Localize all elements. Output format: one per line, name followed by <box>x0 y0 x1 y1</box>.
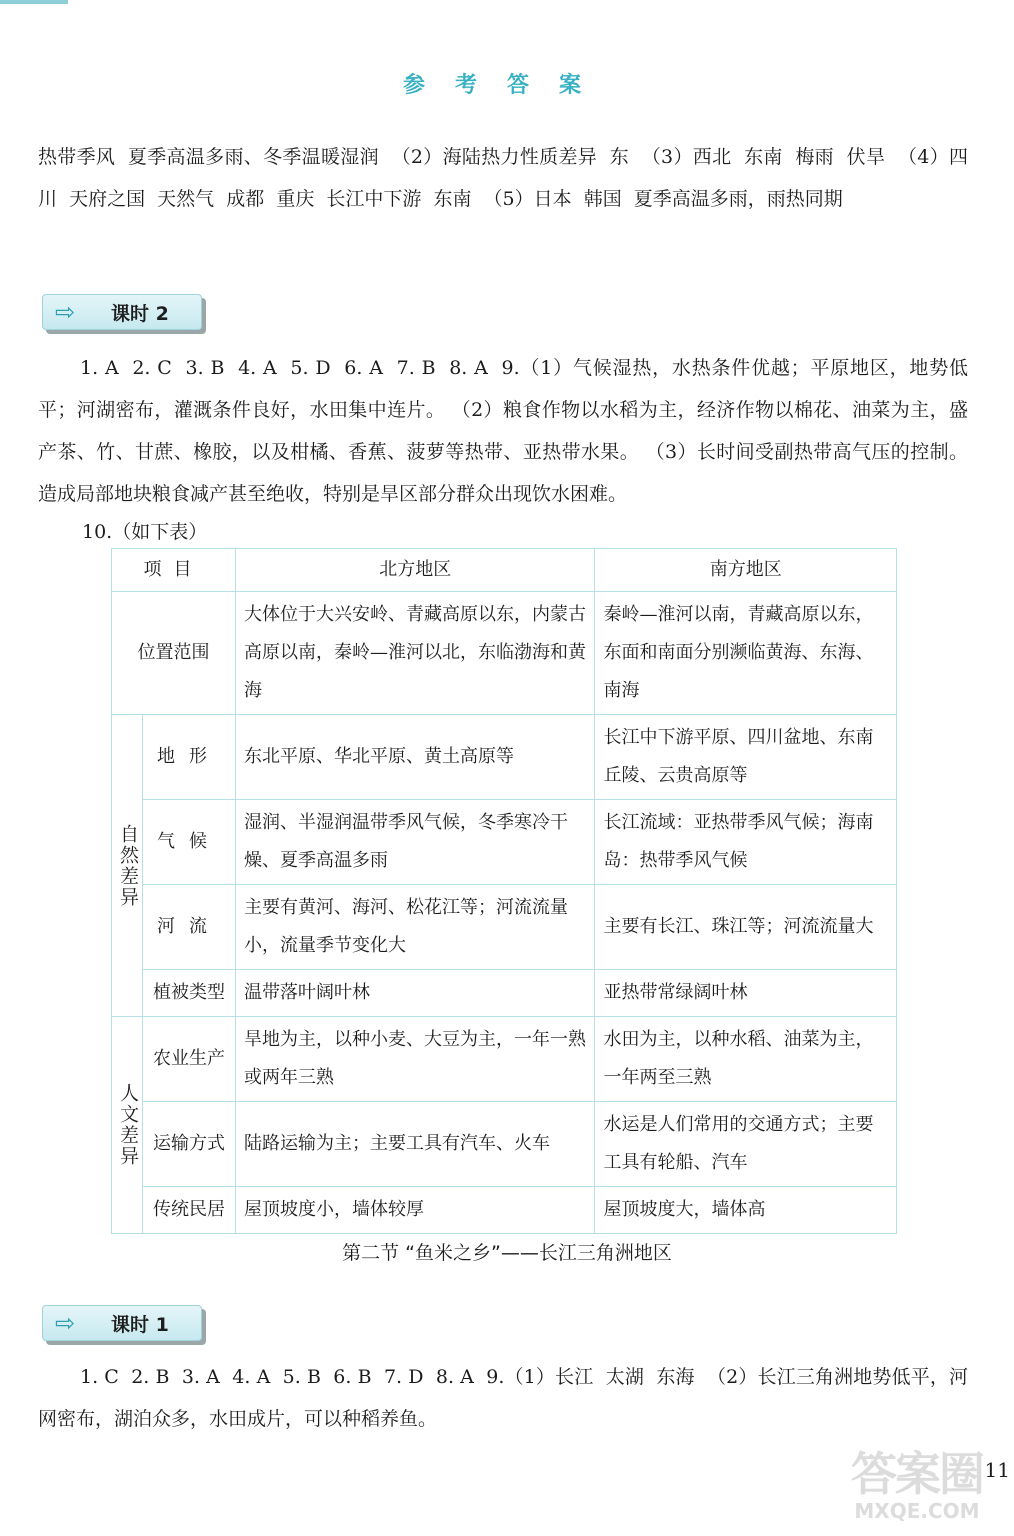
cell-south-climate: 长江流域：亚热带季风气候；海南岛：热带季风气候 <box>595 800 897 885</box>
cell-south-vegetation: 亚热带常绿阔叶林 <box>595 970 897 1017</box>
header-south: 南方地区 <box>595 549 897 592</box>
row-label-climate: 气候 <box>143 800 236 885</box>
table-row <box>112 800 897 885</box>
row-label-rivers: 河流 <box>143 885 236 970</box>
cell-north-terrain: 东北平原、华北平原、黄土高原等 <box>236 715 595 800</box>
lesson-1-answers: 1. C 2. B 3. A 4. A 5. B 6. B 7. D 8. A 9.（1）长江 太湖 东海 （2）长江三角洲地势低平，河网密布，湖泊众多，水田成片，可以种稻养鱼。 <box>38 1366 968 1430</box>
top-decor-strip <box>0 0 68 4</box>
cell-north-rivers: 主要有黄河、海河、松花江等；河流流量小，流量季节变化大 <box>236 885 595 970</box>
arrow-right-icon: ⇨ <box>55 298 76 326</box>
intro-answers: 热带季风 夏季高温多雨、冬季温暖湿润 （2）海陆热力性质差异 东 （3）西北 东南 梅雨 伏旱 （4）四川 天府之国 天然气 成都 重庆 长江中下游 东南 （5）日本 韩国 夏季高温多雨，雨热同期 <box>38 146 968 210</box>
group-natural <box>112 715 143 1017</box>
north-south-comparison-table <box>111 548 897 1234</box>
row-label-vegetation: 植被类型 <box>143 970 236 1017</box>
lesson-1-tab <box>42 1305 202 1341</box>
watermark-logo <box>832 1448 1002 1528</box>
cell-south-transport: 水运是人们常用的交通方式；主要工具有轮船、汽车 <box>595 1102 897 1187</box>
watermark-cn: 答案圈 <box>851 1447 983 1501</box>
lesson-2-label: 课时 2 <box>111 302 169 325</box>
cell-north-agriculture: 旱地为主，以种小麦、大豆为主，一年一熟或两年三熟 <box>236 1017 595 1102</box>
table-row <box>112 970 897 1017</box>
lesson-1-label: 课时 1 <box>111 1313 169 1336</box>
table-row <box>112 715 897 800</box>
group-human-label: 人文差异 <box>116 1083 139 1167</box>
header-item: 项目 <box>112 549 236 592</box>
row-label-terrain: 地形 <box>143 715 236 800</box>
item-10-label: 10.（如下表） <box>82 521 208 543</box>
lesson-2-tab <box>42 294 202 330</box>
table-row <box>112 592 897 715</box>
page-number: 11 <box>984 1458 1010 1482</box>
cell-north-housing: 屋顶坡度小，墙体较厚 <box>236 1187 595 1234</box>
section-title: 第二节 “鱼米之乡”——长江三角洲地区 <box>342 1242 672 1264</box>
lesson-2-answers: 1. A 2. C 3. B 4. A 5. D 6. A 7. B 8. A 9.（1）气候湿热，水热条件优越；平原地区，地势低平；河湖密布，灌溉条件良好，水田集中连片。 （2）粮食作物以水稻为主，经济作物以棉花、油菜为主，盛产茶、竹、甘蔗、橡胶，以及柑橘、香蕉、菠萝等热带、亚热带水果。 （3）长时间受副热带高气压的控制。 造成局部地块粮食减产甚至绝收，特别是旱区部分群众出现饮水困难。 <box>38 357 981 505</box>
group-human <box>112 1017 143 1234</box>
row-label-transport: 运输方式 <box>143 1102 236 1187</box>
cell-south-terrain: 长江中下游平原、四川盆地、东南丘陵、云贵高原等 <box>595 715 897 800</box>
cell-north-location: 大体位于大兴安岭、青藏高原以东，内蒙古高原以南，秦岭—淮河以北，东临渤海和黄海 <box>236 592 595 715</box>
watermark-url: MXQE.COM <box>854 1499 980 1523</box>
cell-south-agriculture: 水田为主，以种水稻、油菜为主，一年两至三熟 <box>595 1017 897 1102</box>
cell-north-climate: 湿润、半湿润温带季风气候，冬季寒冷干燥、夏季高温多雨 <box>236 800 595 885</box>
cell-north-vegetation: 温带落叶阔叶林 <box>236 970 595 1017</box>
table-header-row <box>112 549 897 592</box>
page-header: 参考答案 <box>402 73 611 98</box>
row-label-housing: 传统民居 <box>143 1187 236 1234</box>
cell-south-location: 秦岭—淮河以南，青藏高原以东，东面和南面分别濒临黄海、东海、南海 <box>595 592 897 715</box>
header-north: 北方地区 <box>236 549 595 592</box>
group-natural-label: 自然差异 <box>116 823 139 908</box>
cell-north-transport: 陆路运输为主；主要工具有汽车、火车 <box>236 1102 595 1187</box>
table-row <box>112 885 897 970</box>
row-label-location: 位置范围 <box>112 592 236 715</box>
row-label-agriculture: 农业生产 <box>143 1017 236 1102</box>
arrow-right-icon: ⇨ <box>55 1309 76 1337</box>
cell-south-rivers: 主要有长江、珠江等；河流流量大 <box>595 885 897 970</box>
cell-south-housing: 屋顶坡度大，墙体高 <box>595 1187 897 1234</box>
table-row <box>112 1017 897 1102</box>
table-row <box>112 1102 897 1187</box>
table-row <box>112 1187 897 1234</box>
